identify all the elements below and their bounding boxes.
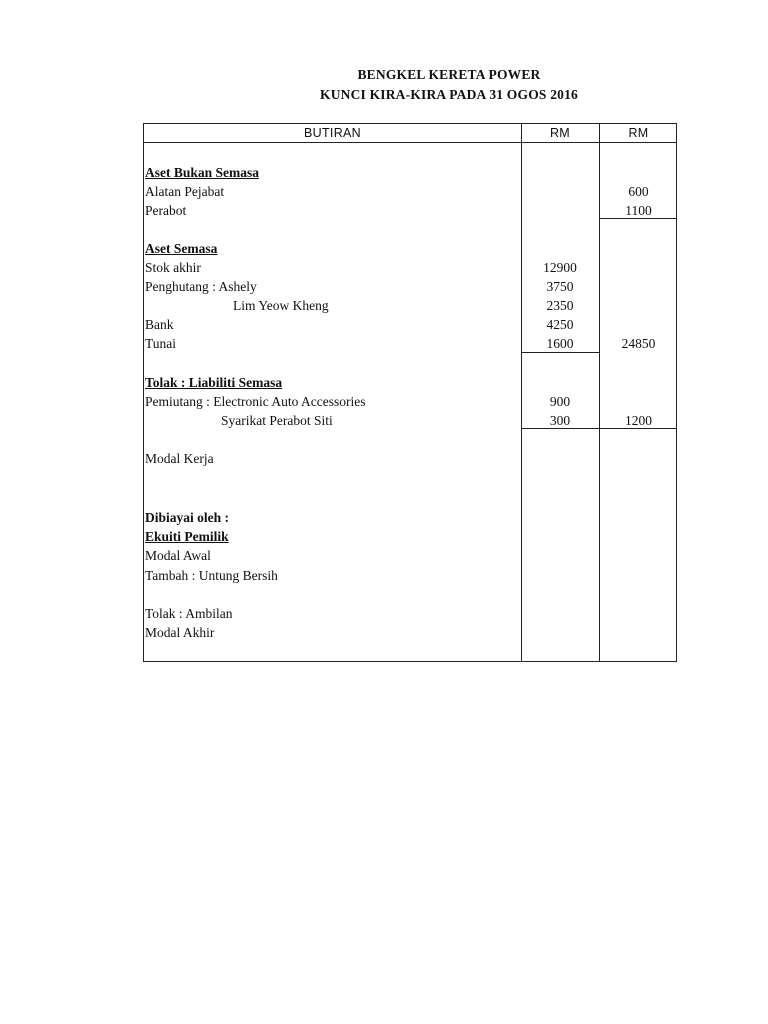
label-dibiayai-oleh: Dibiayai oleh : xyxy=(145,510,230,525)
value-pemiutang-electronic: 900 xyxy=(549,394,571,409)
header-rm-1: RM xyxy=(549,126,571,140)
value-stok-akhir: 12900 xyxy=(543,260,577,275)
value-tunai: 1600 xyxy=(546,336,574,351)
label-modal-akhir: Modal Akhir xyxy=(145,625,215,640)
label-tambah-untung-bersih: Tambah : Untung Bersih xyxy=(145,568,278,583)
heading-aset-semasa: Aset Semasa xyxy=(145,241,218,256)
total-aset-semasa: 24850 xyxy=(621,336,656,351)
total-liabiliti-semasa: 1200 xyxy=(625,413,652,428)
header-butiran: BUTIRAN xyxy=(304,126,361,140)
label-alatan-pejabat: Alatan Pejabat xyxy=(145,184,225,199)
label-stok-akhir: Stok akhir xyxy=(145,260,201,275)
balance-sheet-table xyxy=(143,123,677,662)
heading-aset-bukan-semasa: Aset Bukan Semasa xyxy=(145,165,260,180)
label-modal-awal: Modal Awal xyxy=(145,548,211,563)
company-title: BENGKEL KERETA POWER xyxy=(357,67,541,82)
label-bank: Bank xyxy=(145,317,174,332)
value-penghutang-ashely: 3750 xyxy=(546,279,574,294)
value-perabot: 1100 xyxy=(625,203,652,218)
label-perabot: Perabot xyxy=(145,203,187,218)
value-alatan-pejabat: 600 xyxy=(628,184,649,199)
value-penghutang-lim: 2350 xyxy=(546,298,574,313)
header-divider xyxy=(144,142,676,143)
label-tunai: Tunai xyxy=(145,336,177,351)
label-modal-kerja: Modal Kerja xyxy=(145,451,214,466)
statement-title: KUNCI KIRA-KIRA PADA 31 OGOS 2016 xyxy=(320,87,578,102)
heading-ekuiti-pemilik: Ekuiti Pemilik xyxy=(145,529,229,544)
label-penghutang-lim: Lim Yeow Kheng xyxy=(233,298,329,313)
label-pemiutang: Pemiutang : Electronic Auto Accessories xyxy=(145,394,366,409)
header-rm-2: RM xyxy=(628,126,649,140)
heading-liabiliti-semasa: Tolak : Liabiliti Semasa xyxy=(145,375,283,390)
label-tolak-ambilan: Tolak : Ambilan xyxy=(145,606,233,621)
value-bank: 4250 xyxy=(546,317,574,332)
value-pemiutang-siti: 300 xyxy=(549,413,571,428)
label-pemiutang-siti: Syarikat Perabot Siti xyxy=(221,413,333,428)
label-penghutang: Penghutang : Ashely xyxy=(145,279,257,294)
